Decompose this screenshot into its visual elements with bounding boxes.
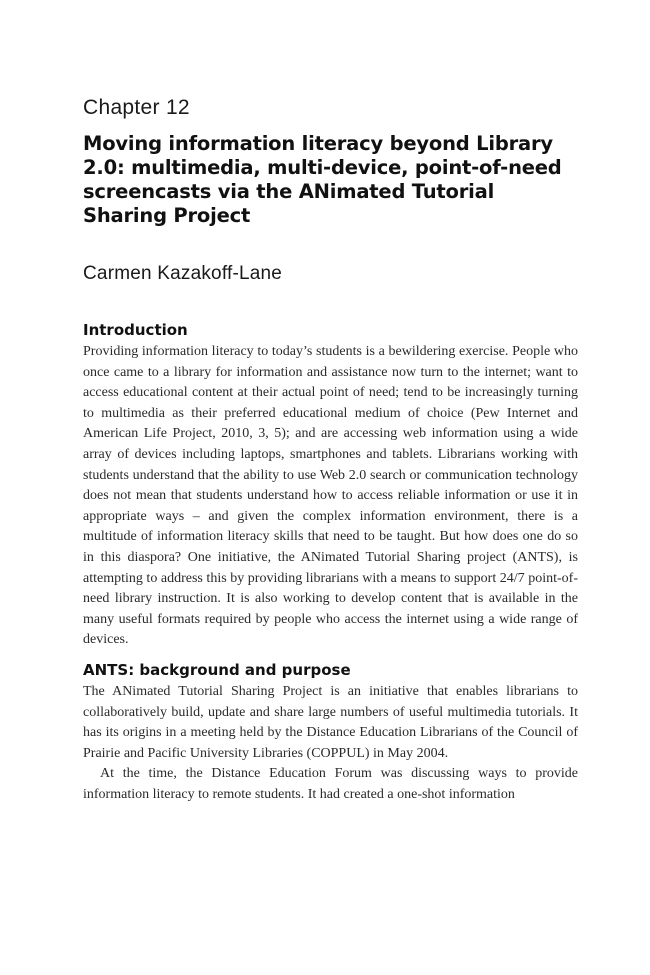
- chapter-title: Moving information literacy beyond Library 2.0: multimedia, multi-device, point-of-need screencasts via the ANimated Tutorial Sharing Project: [83, 132, 562, 227]
- chapter-number: Chapter 12: [83, 96, 190, 119]
- ants-paragraph-1: The ANimated Tutorial Sharing Project is an initiative that enables librarians to collaboratively build, update and share large numbers of useful multimedia tutorials. It has its origins in a meeting held by the Distance Education Librarians of the Council of Prairie and Pacific University Libraries (COPPUL) in May 2004.: [83, 683, 578, 761]
- ants-paragraph-2: At the time, the Distance Education Forum was discussing ways to provide information literacy to remote students. It had created a one-shot information: [83, 766, 578, 802]
- introduction-paragraph: Providing information literacy to today’s students is a bewildering exercise. People who once came to a library for information and assistance now turn to the internet; want to access educational content at their actual point of need; tend to be increasingly turning to multimedia as their preferred educational medium of choice (Pew Internet and American Life Project, 2010, 3, 5); and are accessing web information using a wide array of devices including laptops, smartphones and tablets. Librarians working with students understand that the ability to use Web 2.0 search or communication technology does not mean that students understand how to access reliable information or use it in appropriate ways – and given the complex information environment, there is a multitude of information literacy skills that need to be taught. But how does one do so in this diaspora? One initiative, the ANimated Tutorial Sharing project (ANTS), is attempting to address this by providing librarians with a means to support 24/7 point-of-need library instruction. It is also working to develop content that is available in the many useful formats required by people who access the internet using a wide range of devices.: [83, 344, 578, 648]
- author-name: Carmen Kazakoff-Lane: [83, 263, 283, 284]
- page-content: [83, 96, 578, 805]
- section-heading-introduction: Introduction: [83, 321, 188, 339]
- section-heading-ants: ANTS: background and purpose: [83, 660, 351, 679]
